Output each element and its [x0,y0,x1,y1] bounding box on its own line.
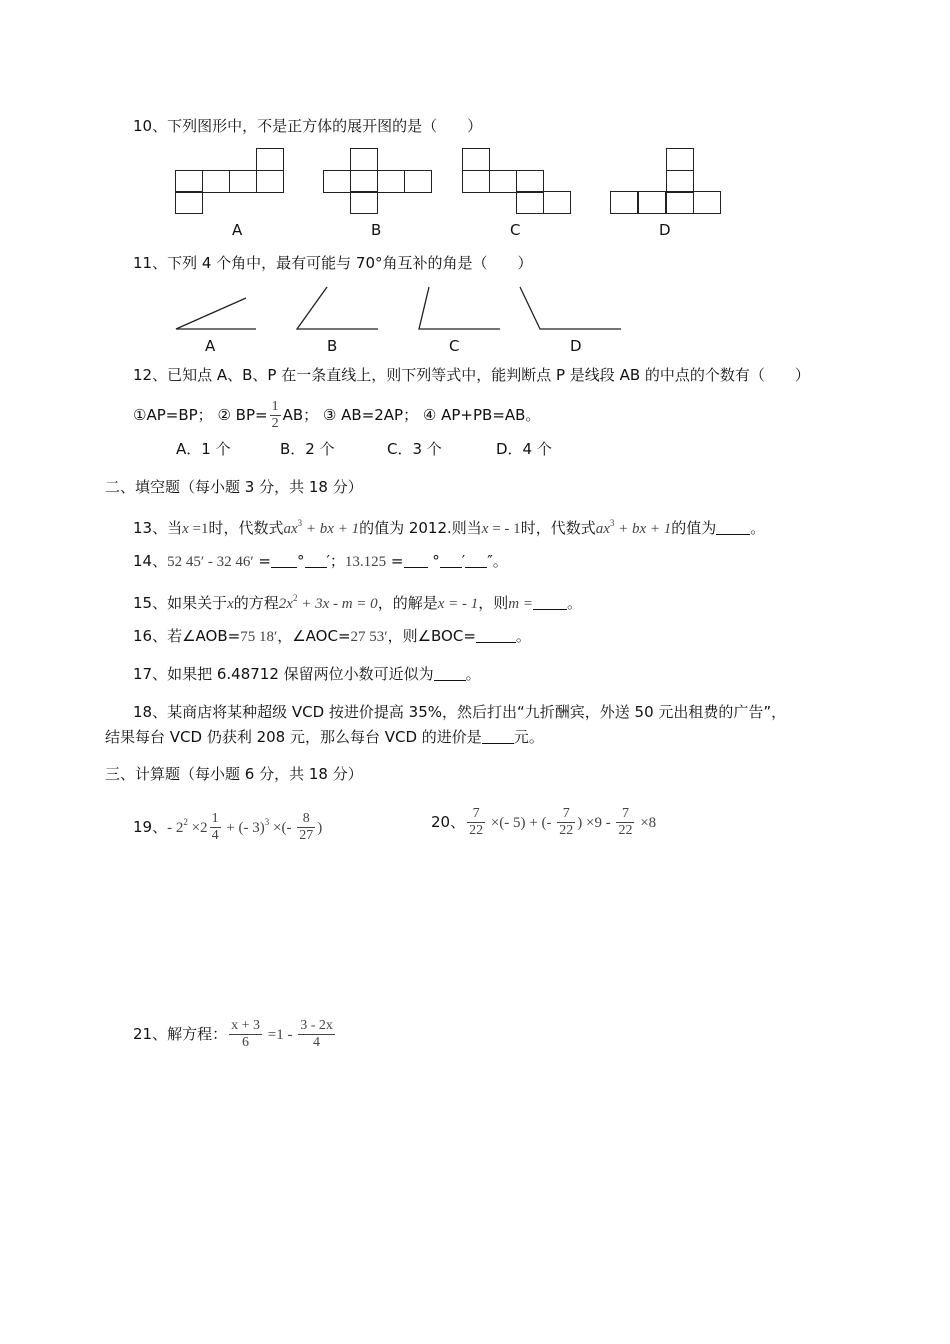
angle-c [419,287,500,329]
net-label-a: A [232,221,243,239]
answer-blank [404,552,428,568]
angle-label-a: A [205,337,216,355]
question-18-line-1: 18、某商店将某种超级 VCD 按进价提高 35%，然后打出“九折酬宾，外送 50 元出租费的广告”， [133,703,787,721]
question-20: 20、 $\frac{7}{22}$ ×(- 5) + (- $\frac{7}{22}$ ) ×9 - $\frac{7}{22}$ ×8 [431,806,657,838]
fraction-one-half: $\frac{1}{2}$ [271,399,279,431]
question-16: 16、若∠AOB=75 18′，∠AOC=27 53′，则∠BOC= 。 [133,627,531,645]
question-14: 14、52 45′ - 32 46′ = ° ′；13.125 = ° ′ ″。 [133,552,508,570]
q12-option-d: D．4 个 [496,440,552,458]
question-12: 12、已知点 A、B、P 在一条直线上，则下列等式中，能判断点 P 是线段 AB 的中点的个数有（ ） [133,366,810,384]
net-label-c: C [510,221,521,239]
answer-blank [271,552,297,568]
answer-blank [476,627,516,643]
angle-b [297,287,378,329]
question-21: 21、解方程： $\frac{x + 3}{6}$ =1 - $\frac{3 - 2x}{4}$ [133,1018,333,1050]
question-17: 17、如果把 6.48712 保留两位小数可近似为 。 [133,665,481,683]
answer-blank [482,728,514,744]
answer-blank [434,665,466,681]
answer-blank [533,594,567,610]
net-label-d: D [659,221,671,239]
question-10: 10、下列图形中，不是正方体的展开图的是（ ） [133,117,483,135]
question-19: 19、- $2^2 \times 2$ $\frac{1}{4}$ + (- 3)$^3$ ×(- $\frac{8}{27}$ ) [133,811,323,843]
angle-label-d: D [570,337,582,355]
q12-option-a: A．1 个 [176,440,231,458]
question-12-equations: ①AP=BP； ② BP= $\frac{1}{2}$ AB； ③ AB=2AP； ④ AP+PB=AB。 [133,399,541,431]
q12-option-c: C．3 个 [387,440,442,458]
section-calculation-heading: 三、计算题（每小题 6 分，共 18 分） [105,765,363,783]
angle-label-c: C [449,337,460,355]
angle-label-b: B [327,337,338,355]
question-18-line-2: 结果每台 VCD 仍获利 208 元，那么每台 VCD 的进价是 元。 [105,728,544,746]
answer-blank [716,519,750,535]
section-fill-in-heading: 二、填空题（每小题 3 分，共 18 分） [105,478,363,496]
question-15: 15、如果关于x的方程$2x^2 + 3x - m = 0$，的解是x = - 1，则m = 。 [133,593,582,612]
question-11: 11、下列 4 个角中，最有可能与 70°角互补的角是（ ） [133,254,533,272]
answer-blank [440,552,462,568]
answer-blank [465,552,487,568]
answer-blank [305,552,327,568]
q12-option-b: B．2 个 [280,440,335,458]
angle-d [520,287,621,329]
net-label-b: B [371,221,382,239]
angle-a [176,298,256,329]
question-13: 13、当x =1时，代数式$ax^3$ + bx + 1的值为 2012.则当x = - 1时，代数式$ax^3$ + bx + 1的值为 。 [133,518,766,537]
